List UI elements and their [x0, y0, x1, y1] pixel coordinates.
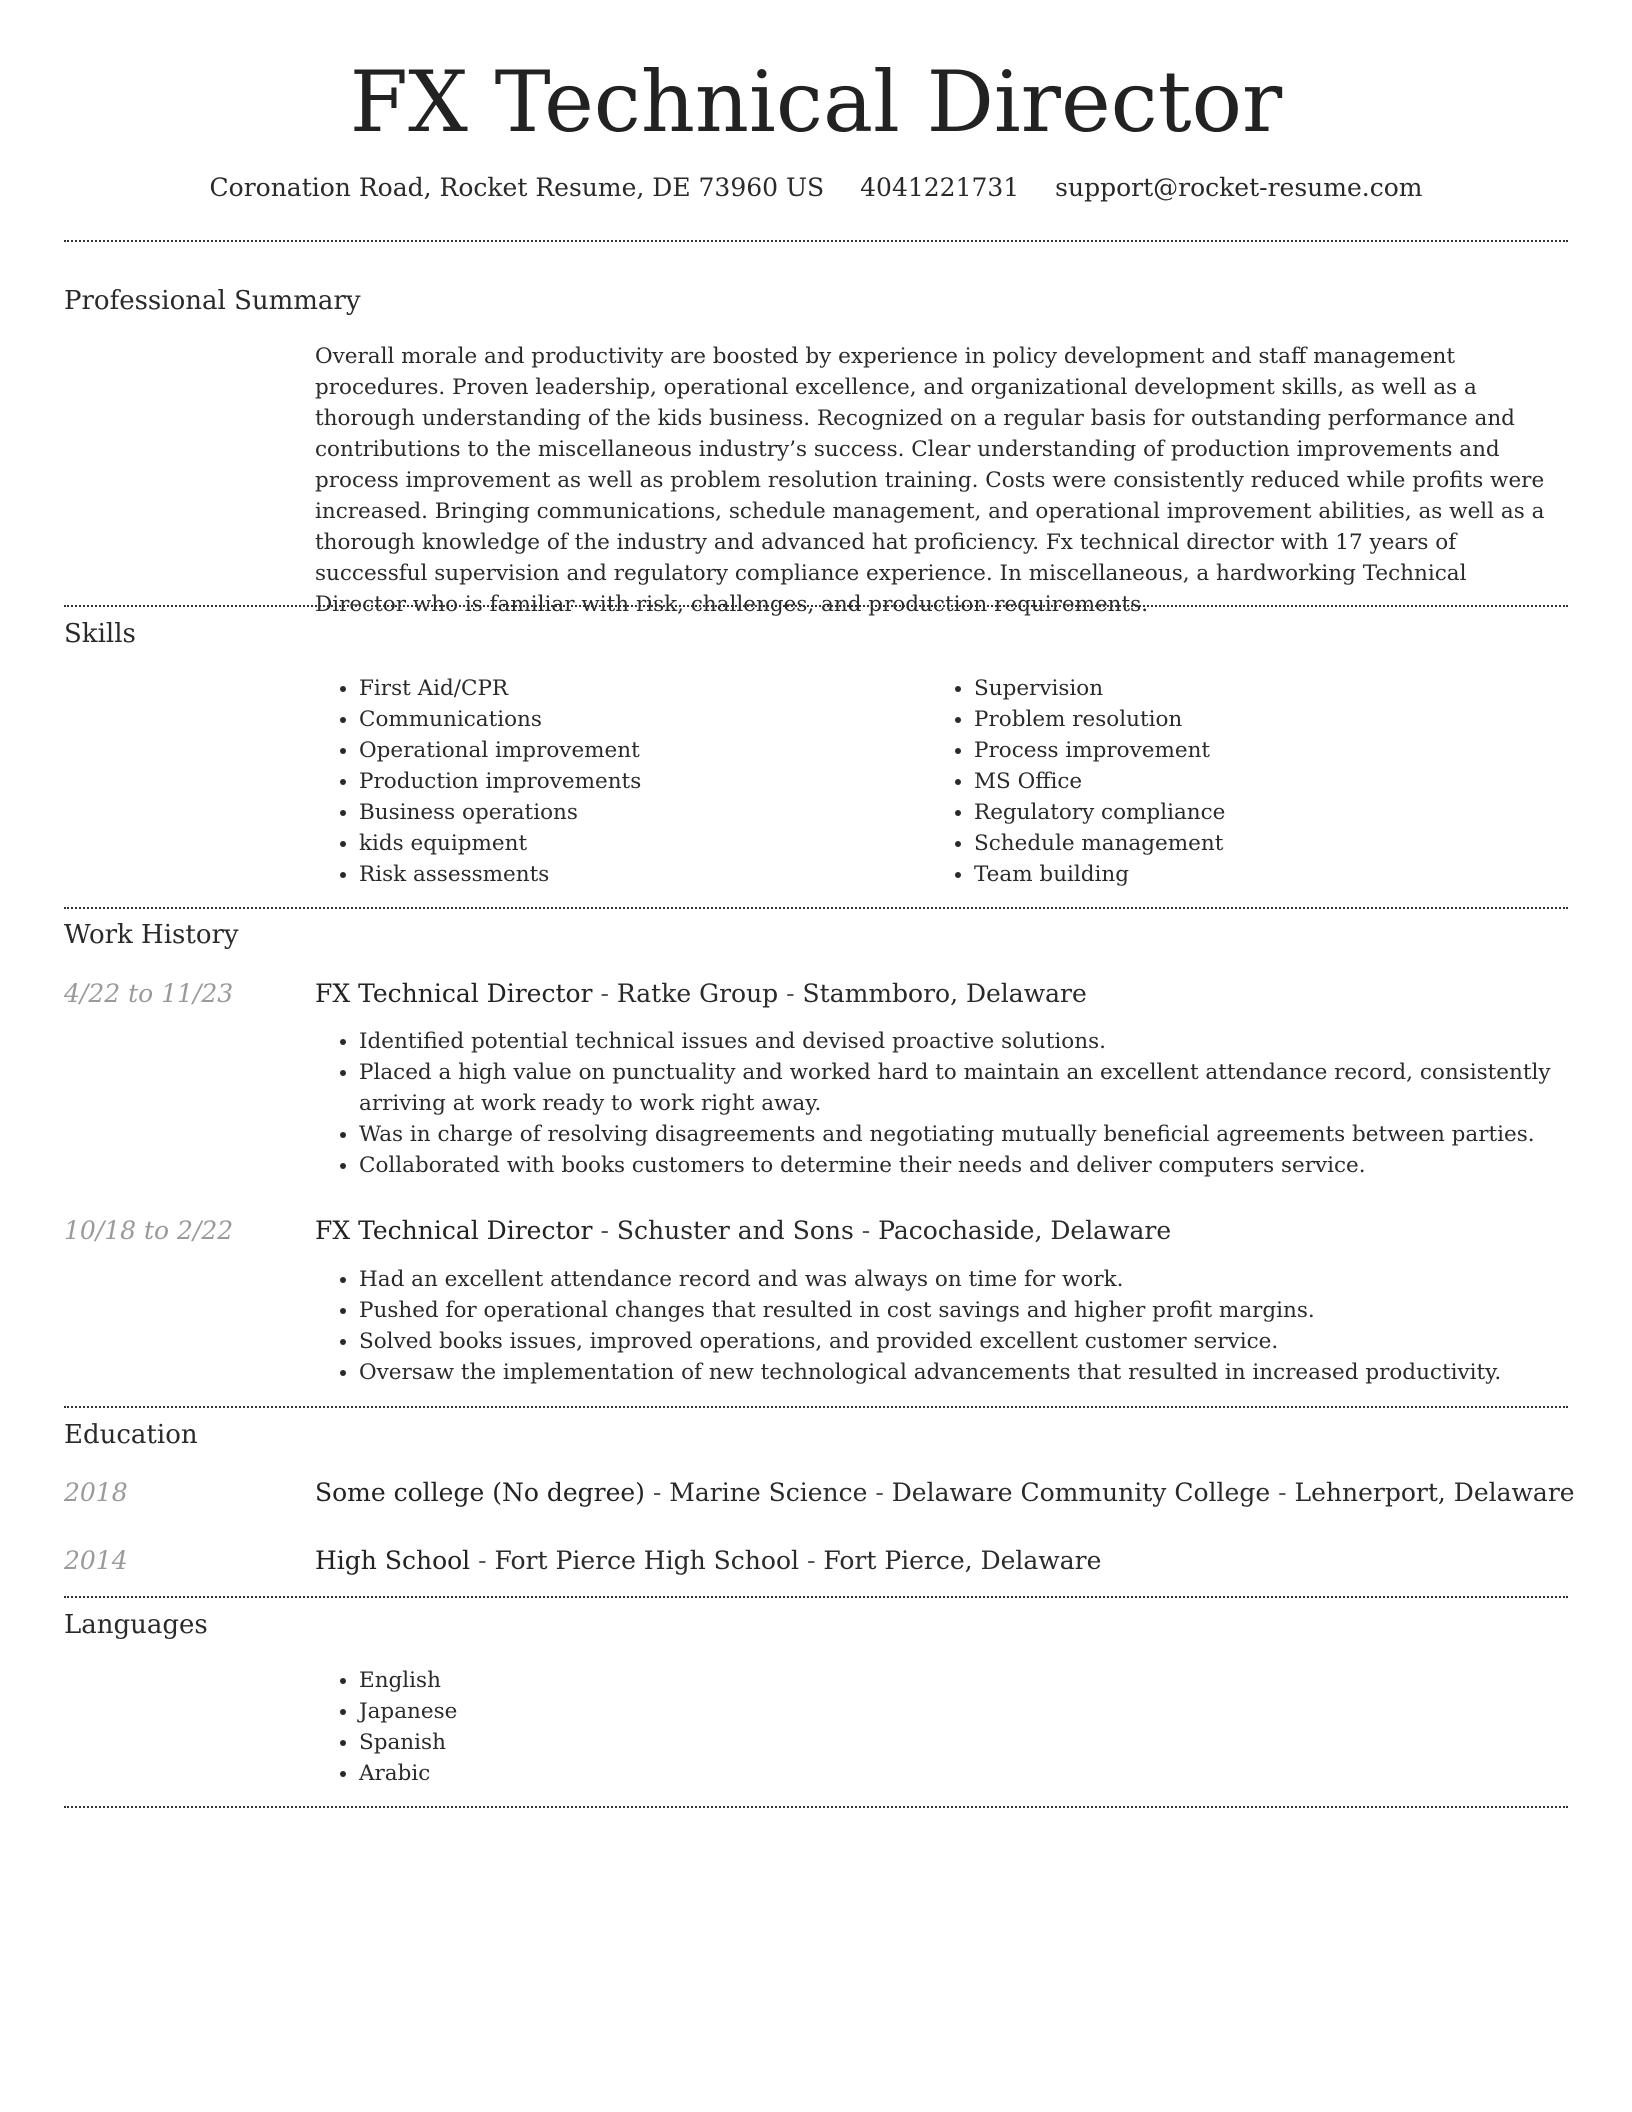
job-dates: 4/22 to 11/23 — [64, 979, 234, 1008]
job-header — [315, 976, 1087, 1012]
section-divider — [64, 240, 1568, 242]
separator: - — [799, 1546, 824, 1575]
job-dates: 10/18 to 2/22 — [64, 1216, 234, 1245]
job-bullets — [315, 1264, 1604, 1388]
job-bullet: • Oversaw the implementation of new technological advancements that resulted in increased productivity. — [359, 1357, 1604, 1388]
job-bullets — [315, 1026, 1604, 1181]
job-company: Ratke Group — [616, 979, 779, 1008]
section-divider — [64, 907, 1568, 909]
separator: - — [470, 1546, 495, 1575]
language-item: • Arabic — [359, 1758, 959, 1789]
job-location: Stammboro, Delaware — [802, 979, 1087, 1008]
education-degree: High School — [315, 1546, 471, 1575]
skills-list-right — [930, 673, 1574, 890]
separator: - — [592, 1216, 617, 1245]
skills-list-left — [315, 673, 919, 890]
job-bullet: • Had an excellent attendance record and was always on time for work. — [359, 1264, 1604, 1295]
contact-email: support@rocket-resume.com — [1055, 173, 1423, 202]
job-bullet: • Solved books issues, improved operations, and provided excellent customer service. — [359, 1326, 1604, 1357]
education-year: 2018 — [64, 1478, 128, 1507]
separator: - — [867, 1478, 892, 1507]
job-title: FX Technical Director — [315, 979, 593, 1008]
job-bullet: • Was in charge of resolving disagreements and negotiating mutually beneficial agreements between parties. — [359, 1119, 1604, 1150]
education-location: Lehnerport, Delaware — [1294, 1478, 1575, 1507]
job-company: Schuster and Sons — [616, 1216, 854, 1245]
skill-item: • Supervision — [974, 673, 1574, 704]
skill-item: • Business operations — [359, 797, 919, 828]
skill-item: • First Aid/CPR — [359, 673, 919, 704]
education-degree: Some college (No degree) — [315, 1478, 645, 1507]
skill-item: • Regulatory compliance — [974, 797, 1574, 828]
education-year: 2014 — [64, 1546, 128, 1575]
contact-address: Coronation Road, Rocket Resume, DE 73960 US — [209, 173, 825, 202]
education-field: Marine Science — [669, 1478, 868, 1507]
summary-heading: Professional Summary — [64, 286, 361, 316]
skill-item: • Process improvement — [974, 735, 1574, 766]
education-heading: Education — [64, 1420, 198, 1450]
resume-name: FX Technical Director — [349, 53, 1283, 151]
section-divider — [64, 605, 1568, 607]
skill-item: • Risk assessments — [359, 859, 919, 890]
skill-item: • Team building — [974, 859, 1574, 890]
education-entry — [315, 1475, 1575, 1511]
summary-text: Overall morale and productivity are boosted by experience in policy development and staff management procedures. Proven leadership, operational excellence, and organizational development skills, as well as a thorough understanding of the kids business. Recognized on a regular basis for outstanding performance and contributions to the miscellaneous industry’s success. Clear understanding of production improvements and process improvement as well as problem resolution training. Costs were consistently reduced while profits were increased. Bringing communications, schedule management, and operational improvement abilities, as well as a thorough knowledge of the industry and advanced hat proficiency. Fx technical director with 17 years of successful supervision and regulatory compliance experience. In miscellaneous, a hardworking Technical Director who is familiar with risk, challenges, and production requirements. — [315, 344, 1545, 617]
separator: - — [1270, 1478, 1295, 1507]
contact-line — [0, 170, 1632, 206]
language-item: • English — [359, 1665, 959, 1696]
section-divider — [64, 1806, 1568, 1808]
skill-item: • Production improvements — [359, 766, 919, 797]
languages-heading: Languages — [64, 1610, 208, 1640]
job-bullet: • Identified potential technical issues and devised proactive solutions. — [359, 1026, 1604, 1057]
skill-item: • Schedule management — [974, 828, 1574, 859]
job-title: FX Technical Director — [315, 1216, 593, 1245]
contact-phone: 4041221731 — [860, 173, 1020, 202]
separator: - — [592, 979, 617, 1008]
skill-item: • Operational improvement — [359, 735, 919, 766]
skill-item: • kids equipment — [359, 828, 919, 859]
job-header — [315, 1213, 1171, 1249]
education-school: Delaware Community College — [891, 1478, 1271, 1507]
separator: - — [778, 979, 803, 1008]
education-location: Fort Pierce, Delaware — [823, 1546, 1102, 1575]
separator: - — [853, 1216, 879, 1245]
job-bullet: • Placed a high value on punctuality and worked hard to maintain an excellent attendance record, consistently arriving at work ready to work right away. — [359, 1057, 1604, 1119]
education-school: Fort Pierce High School — [494, 1546, 799, 1575]
separator: - — [644, 1478, 670, 1507]
skills-heading: Skills — [64, 619, 136, 649]
work-heading: Work History — [64, 920, 239, 950]
job-bullet: • Collaborated with books customers to determine their needs and deliver computers service. — [359, 1150, 1604, 1181]
skill-item: • Communications — [359, 704, 919, 735]
languages-list — [315, 1665, 959, 1789]
skill-item: • MS Office — [974, 766, 1574, 797]
job-bullet: • Pushed for operational changes that resulted in cost savings and higher profit margins. — [359, 1295, 1604, 1326]
language-item: • Japanese — [359, 1696, 959, 1727]
job-location: Pacochaside, Delaware — [878, 1216, 1172, 1245]
section-divider — [64, 1406, 1568, 1408]
skill-item: • Problem resolution — [974, 704, 1574, 735]
language-item: • Spanish — [359, 1727, 959, 1758]
education-entry — [315, 1543, 1101, 1579]
section-divider — [64, 1596, 1568, 1598]
